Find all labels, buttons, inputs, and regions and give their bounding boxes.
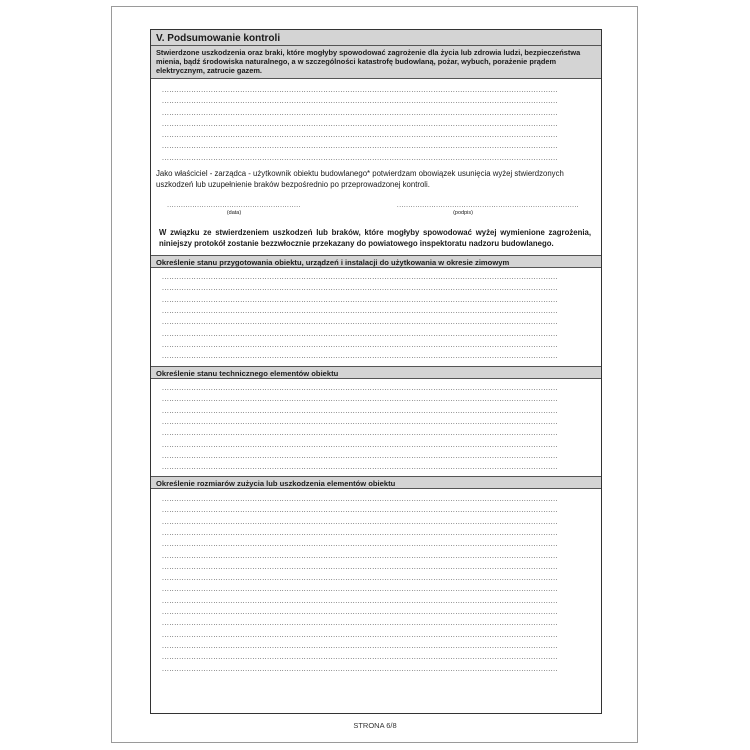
dotted-line[interactable]: ..................................................................................................................................................................: [162, 407, 559, 415]
dotted-line[interactable]: ..................................................................................................................................................................: [162, 642, 559, 650]
signature-dots: ...............................................................................: [396, 202, 580, 210]
wear-lines[interactable]: [151, 489, 601, 675]
dotted-line[interactable]: ..................................................................................................................................................................: [162, 285, 559, 293]
dotted-line[interactable]: ..................................................................................................................................................................: [162, 98, 559, 106]
dotted-line[interactable]: ..................................................................................................................................................................: [162, 552, 559, 560]
dotted-line[interactable]: ..................................................................................................................................................................: [162, 319, 559, 327]
dotted-line[interactable]: ..................................................................................................................................................................: [162, 631, 559, 639]
dotted-line[interactable]: ..................................................................................................................................................................: [162, 507, 559, 515]
dotted-line[interactable]: ..................................................................................................................................................................: [162, 418, 559, 426]
dotted-line[interactable]: ..................................................................................................................................................................: [162, 330, 559, 338]
dotted-line[interactable]: ..................................................................................................................................................................: [162, 575, 559, 583]
dotted-line[interactable]: ..................................................................................................................................................................: [162, 665, 559, 673]
damage-lines[interactable]: [151, 79, 601, 164]
dotted-line[interactable]: ..................................................................................................................................................................: [162, 529, 559, 537]
notice-text: W związku ze stwierdzeniem uszkodzeń lub braków, które mogłyby spowodować wyżej wymienione zagrożenia, niniejszy protokół zostanie bezzwłocznie przekazany do powiatowego inspektoratu nadzoru budowlanego.: [159, 228, 591, 248]
winter-lines[interactable]: [151, 268, 601, 366]
owner-declaration: Jako właściciel - zarządca - użytkownik obiektu budowlanego* potwierdzam obowiązek usunięcia wyżej stwierdzonych uszkodzeń lub uzupełnienie braków bezpośrednio po przeprowadzonej kontroli.: [156, 169, 564, 190]
winter-section-header: Określenie stanu przygotowania obiektu, urządzeń i instalacji do użytkowania w okresie zimowym: [151, 255, 601, 268]
date-field[interactable]: [159, 202, 309, 217]
dotted-line[interactable]: ..................................................................................................................................................................: [162, 385, 559, 393]
dotted-line[interactable]: ..................................................................................................................................................................: [162, 87, 559, 94]
dotted-line[interactable]: ..................................................................................................................................................................: [162, 441, 559, 449]
signature-row: [151, 202, 601, 228]
dotted-line[interactable]: ..................................................................................................................................................................: [162, 307, 559, 315]
dotted-line[interactable]: ..................................................................................................................................................................: [162, 109, 559, 117]
dotted-line[interactable]: ..................................................................................................................................................................: [162, 597, 559, 605]
dotted-line[interactable]: ..................................................................................................................................................................: [162, 620, 559, 628]
dotted-line[interactable]: ..................................................................................................................................................................: [162, 496, 559, 504]
dotted-line[interactable]: ..................................................................................................................................................................: [162, 430, 559, 438]
dotted-line[interactable]: ..................................................................................................................................................................: [162, 518, 559, 526]
dotted-line[interactable]: ..................................................................................................................................................................: [162, 654, 559, 662]
dotted-line[interactable]: ..................................................................................................................................................................: [162, 296, 559, 304]
dotted-line[interactable]: ..................................................................................................................................................................: [162, 464, 559, 472]
signature-caption: (podpis): [453, 210, 473, 217]
page-number: STRONA 6/8: [353, 721, 397, 730]
date-caption: (data): [226, 210, 242, 217]
dotted-line[interactable]: ..................................................................................................................................................................: [162, 132, 559, 140]
dotted-line[interactable]: ..................................................................................................................................................................: [162, 586, 559, 594]
dotted-line[interactable]: ..................................................................................................................................................................: [162, 452, 559, 460]
dotted-line[interactable]: ..................................................................................................................................................................: [162, 120, 559, 128]
damage-note: Stwierdzone uszkodzenia oraz braki, które mogłyby spowodować zagrożenie dla życia lub zdrowia ludzi, bezpieczeństwa mienia, bądź środowiska naturalnego, a w szczególności katastrofę budowlaną, pożar, wybuch, porażenie prądem elektrycznym, zatrucie gazem.: [151, 46, 601, 79]
technical-lines[interactable]: [151, 379, 601, 476]
wear-section-header: Określenie rozmiarów zużycia lub uszkodzenia elementów obiektu: [151, 476, 601, 489]
technical-section-header: Określenie stanu technicznego elementów obiektu: [151, 366, 601, 379]
section-title: V. Podsumowanie kontroli: [151, 30, 601, 46]
dotted-line[interactable]: ..................................................................................................................................................................: [162, 396, 559, 404]
date-dots: ..........................................................: [167, 202, 301, 210]
dotted-line[interactable]: ..................................................................................................................................................................: [162, 143, 559, 151]
dotted-line[interactable]: ..................................................................................................................................................................: [162, 563, 559, 571]
dotted-line[interactable]: ..................................................................................................................................................................: [162, 541, 559, 549]
dotted-line[interactable]: ..................................................................................................................................................................: [162, 154, 559, 162]
signature-field[interactable]: [383, 202, 593, 217]
form-frame: [150, 29, 602, 714]
dotted-line[interactable]: ..................................................................................................................................................................: [162, 609, 559, 617]
dotted-line[interactable]: ..................................................................................................................................................................: [162, 274, 559, 282]
dotted-line[interactable]: ..................................................................................................................................................................: [162, 341, 559, 349]
dotted-line[interactable]: ..................................................................................................................................................................: [162, 353, 559, 361]
